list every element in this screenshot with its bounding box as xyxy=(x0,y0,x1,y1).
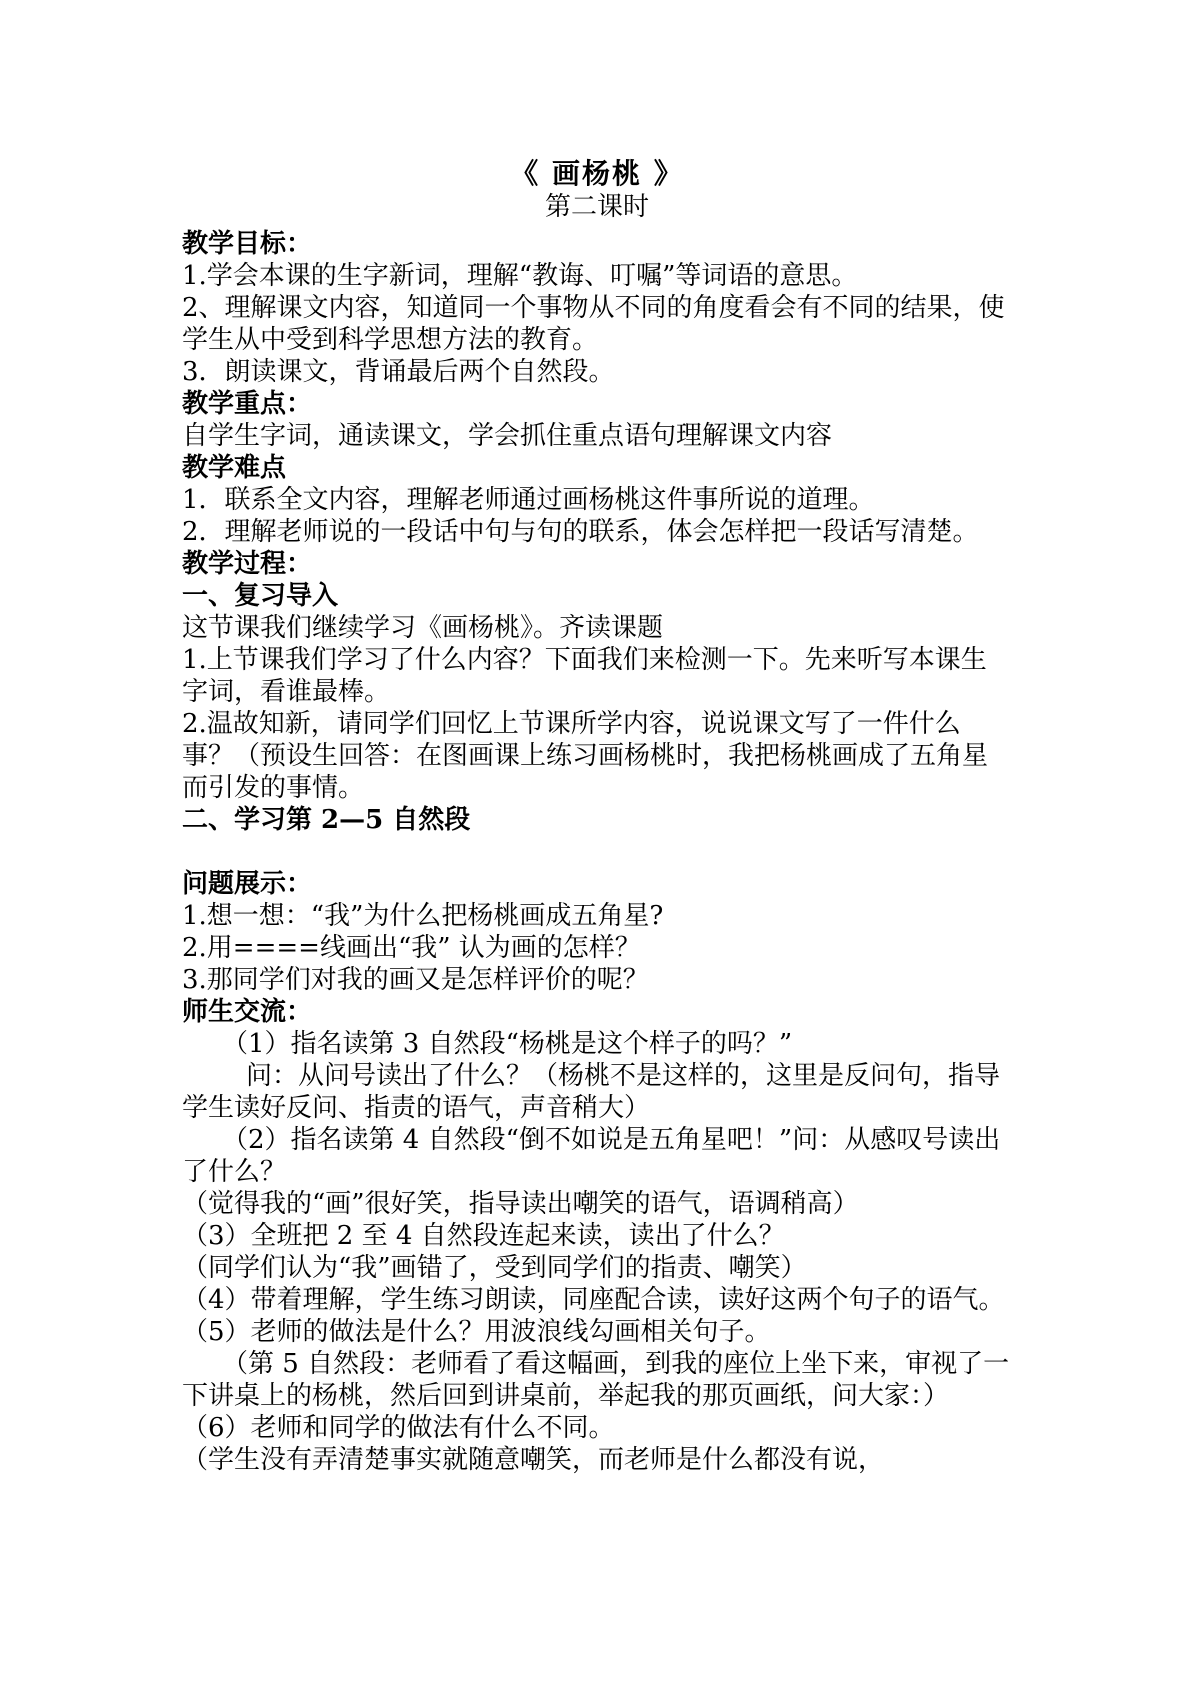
exchange-item: （觉得我的“画”很好笑，指导读出嘲笑的语气，语调稍高） xyxy=(182,1189,859,1219)
key-points-text: 自学生字词，通读课文，学会抓住重点语句理解课文内容 xyxy=(182,421,833,451)
exchange-item: （1）指名读第 3 自然段“杨桃是这个样子的吗？” xyxy=(222,1029,793,1059)
goal-item: 3．朗读课文，背诵最后两个自然段。 xyxy=(182,357,615,387)
paragraph: 1.上节课我们学习了什么内容？下面我们来检测一下。先来听写本课生字词，看谁最棒。 xyxy=(182,645,987,707)
exchange-item: （同学们认为“我”画错了，受到同学们的指责、嘲笑） xyxy=(182,1253,807,1283)
key-points-heading: 教学重点： xyxy=(182,389,313,419)
question-item: 1.想一想：“我”为什么把杨桃画成五角星? xyxy=(182,901,664,931)
question-item: 3.那同学们对我的画又是怎样评价的呢？ xyxy=(182,965,649,995)
exchange-item: （6）老师和同学的做法有什么不同。 xyxy=(182,1413,615,1443)
doc-title: 《 画杨桃 》 xyxy=(510,157,684,190)
doc-subtitle: 第二课时 xyxy=(544,192,649,222)
goals-heading: 教学目标： xyxy=(182,229,313,259)
goal-item: 2、理解课文内容，知道同一个事物从不同的角度看会有不同的结果，使学生从中受到科学思想方法的教育。 xyxy=(182,293,1005,355)
exchange-item: （学生没有弄清楚事实就随意嘲笑，而老师是什么都没有说， xyxy=(182,1445,885,1475)
exchange-heading: 师生交流： xyxy=(182,997,313,1027)
document-page xyxy=(182,158,1012,1476)
exchange-item xyxy=(182,1124,1012,1188)
question-item: 2.用====线画出“我” 认为画的怎样？ xyxy=(182,933,641,963)
exchange-item: （5）老师的做法是什么？用波浪线勾画相关句子。 xyxy=(182,1317,771,1347)
paragraph: 这节课我们继续学习《画杨桃》。齐读课题 xyxy=(182,613,664,643)
exchange-text: （第 5 自然段：老师看了看这幅画，到我的座位上坐下来，审视了一下讲桌上的杨桃，然后回到讲桌前，举起我的那页画纸，问大家：） xyxy=(182,1349,1010,1411)
process-heading: 教学过程： xyxy=(182,549,313,579)
paragraph: 2.温故知新，请同学们回忆上节课所学内容，说说课文写了一件什么事？（预设生回答：在图画课上练习画杨桃时，我把杨桃画成了五角星而引发的事情。 xyxy=(182,709,989,803)
blank-line xyxy=(182,836,1012,868)
difficulty-item: 2．理解老师说的一段话中句与句的联系，体会怎样把一段话写清楚。 xyxy=(182,517,979,547)
exchange-item: （3）全班把 2 至 4 自然段连起来读，读出了什么？ xyxy=(182,1221,785,1251)
exchange-text: （2）指名读第 4 自然段“倒不如说是五角星吧！”问：从感叹号读出了什么？ xyxy=(182,1125,1001,1187)
goal-item: 1.学会本课的生字新词，理解“教诲、叮嘱”等词语的意思。 xyxy=(182,261,858,291)
exchange-item: （4）带着理解，学生练习朗读，同座配合读，读好这两个句子的语气。 xyxy=(182,1285,1005,1315)
exchange-item xyxy=(182,1060,1012,1124)
section-heading: 二、学习第 2—5 自然段 xyxy=(182,805,471,835)
difficulty-heading: 教学难点 xyxy=(182,453,287,483)
exchange-text: 问：从问号读出了什么？（杨桃不是这样的，这里是反问句，指导学生读好反问、指责的语气，声音稍大） xyxy=(182,1061,1001,1123)
exchange-item xyxy=(182,1348,1012,1412)
questions-heading: 问题展示： xyxy=(182,869,313,899)
section-heading: 一、复习导入 xyxy=(182,581,339,611)
difficulty-item: 1．联系全文内容，理解老师通过画杨桃这件事所说的道理。 xyxy=(182,485,875,515)
